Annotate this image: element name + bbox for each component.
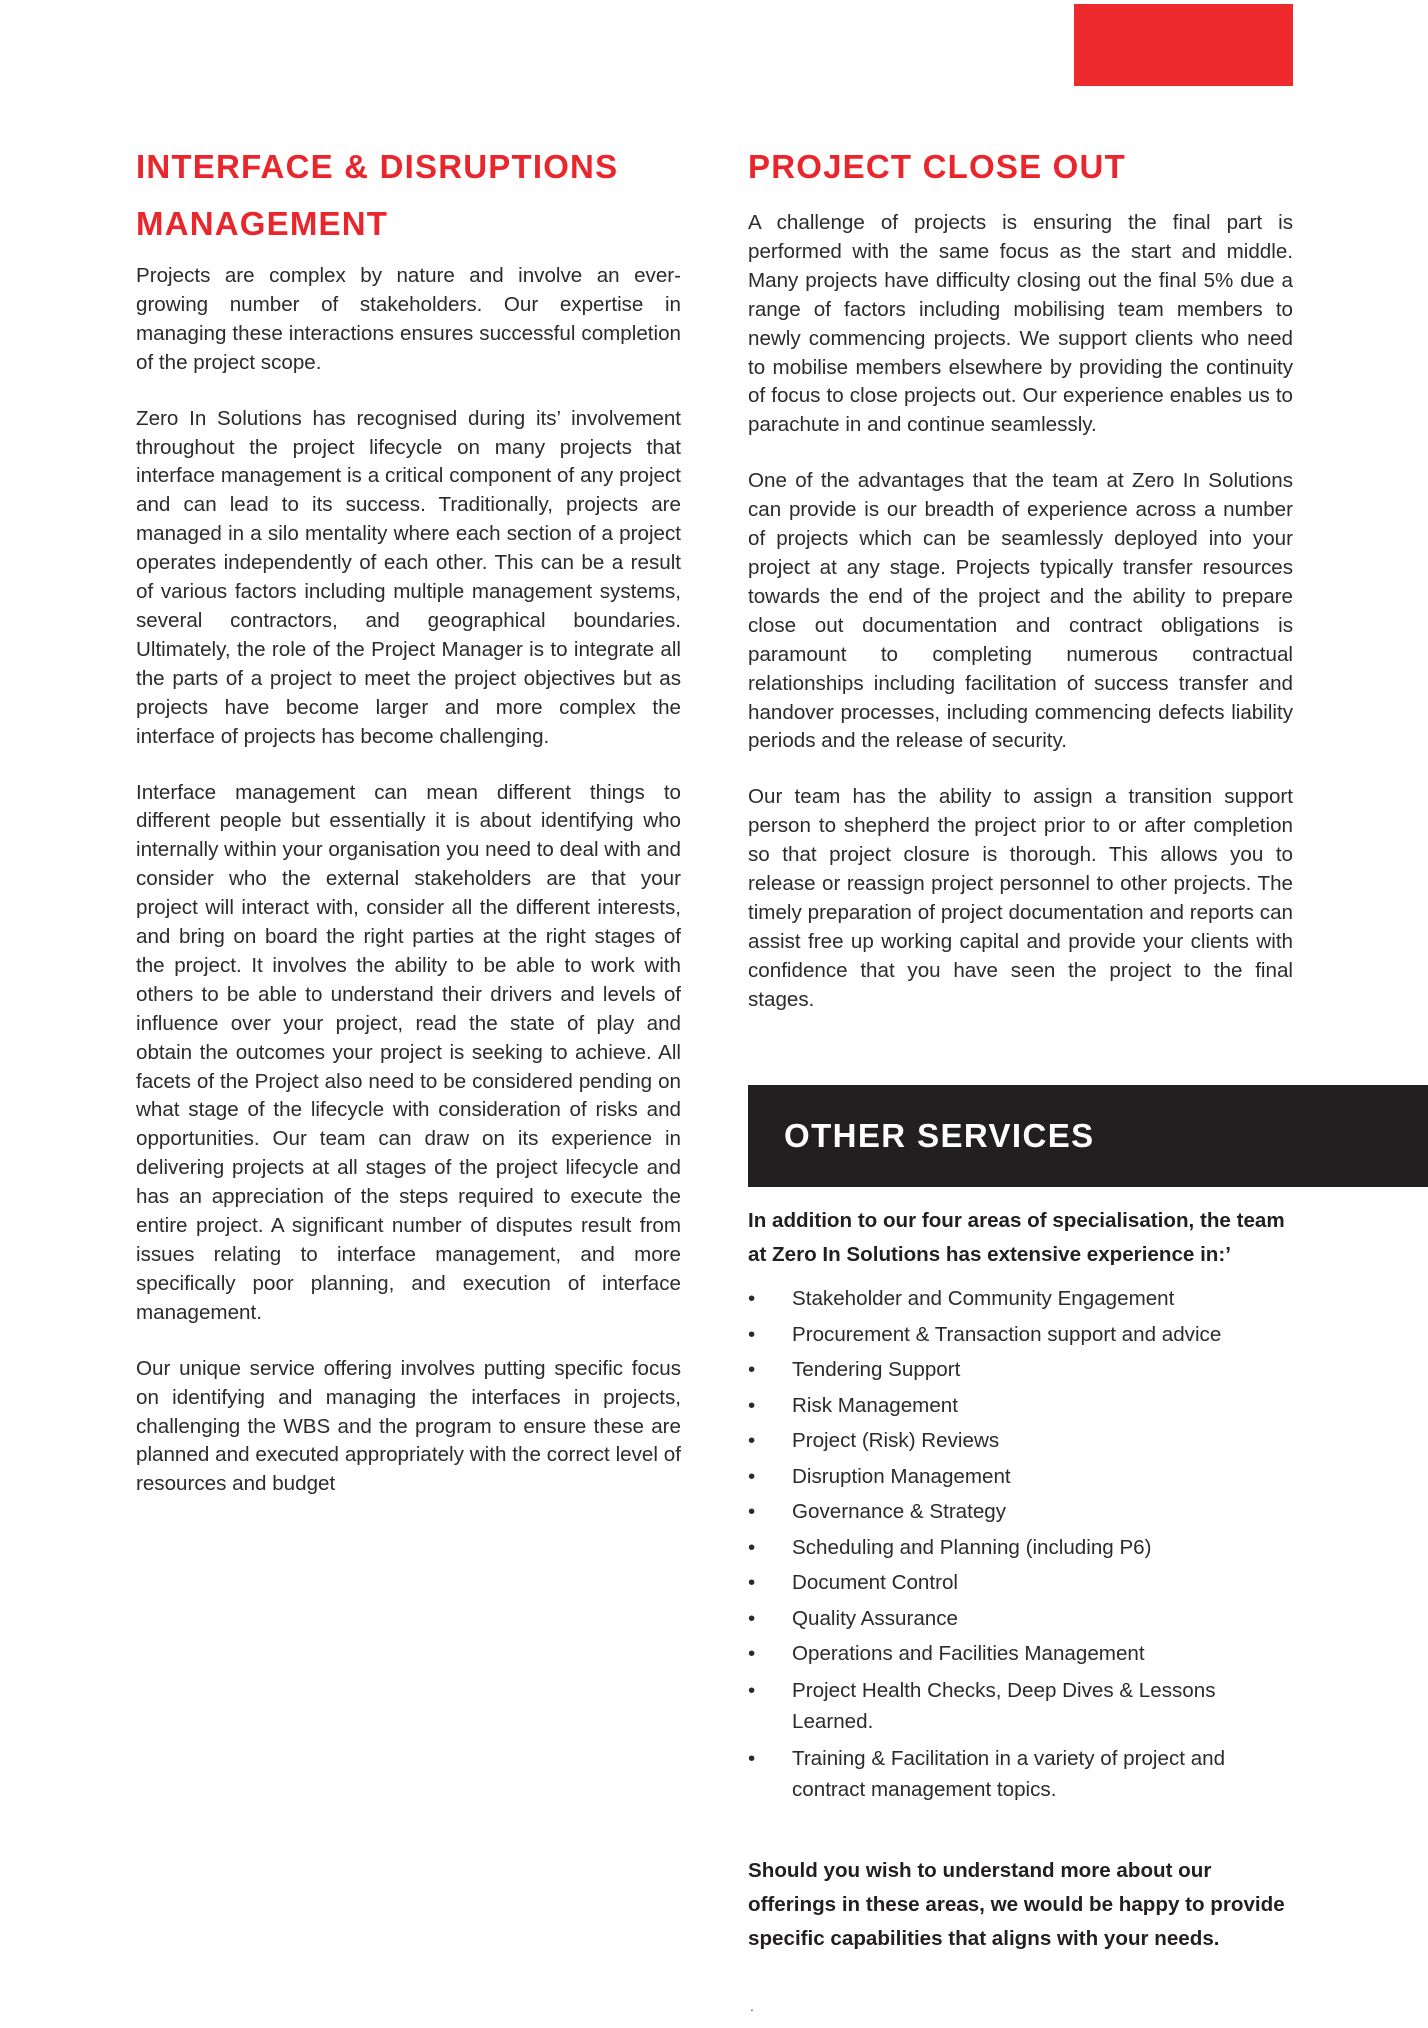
list-item [748, 1604, 1293, 1633]
interface-disruptions-section [136, 138, 681, 1499]
service-label: Document Control [792, 1571, 958, 1594]
list-item [748, 1497, 1293, 1526]
services-list [748, 1284, 1293, 1805]
title-line-2: MANAGEMENT [136, 205, 389, 242]
bullet-icon: • [748, 1535, 756, 1559]
red-corner-block [1074, 4, 1293, 86]
list-item [748, 1391, 1293, 1420]
closing-statement: Should you wish to understand more about our offerings in these areas, we would be happy to provide specific capabilities that aligns with your needs. [748, 1859, 1285, 1950]
bullet-icon: • [748, 1322, 756, 1346]
bullet-icon: • [748, 1747, 756, 1770]
list-item [748, 1355, 1293, 1384]
list-item [748, 1320, 1293, 1349]
bullet-icon: • [748, 1642, 756, 1665]
service-label: Procurement & Transaction support and advice [792, 1322, 1222, 1346]
service-label: Stakeholder and Community Engagement [792, 1287, 1175, 1310]
bullet-icon: • [748, 1464, 756, 1488]
paragraph: Zero In Solutions has recognised during its’ involvement throughout the project lifecycle on many projects that interface management is a critical component of any project and can lead to its success. Traditionally, projects are managed in a silo mentality where each section of a project operates independently of each other. This can be a result of various factors including multiple management systems, several contractors, and geographical boundaries. Ultimately, the role of the Project Manager is to integrate all the parts of a project to meet the project objectives but as projects have become larger and more complex the interface of projects has become challenging. [136, 406, 681, 748]
bullet-icon: • [748, 1358, 756, 1381]
project-close-out-section [748, 138, 1293, 1015]
list-item [748, 1675, 1293, 1737]
bullet-icon: • [748, 1606, 756, 1630]
paragraph: Our team has the ability to assign a transition support person to shepherd the project prior to or after completion so that project closure is thorough. This allows you to release or reassign project personnel to other projects. The timely preparation of project documentation and reports can assist free up working capital and provide your clients with confidence that you have seen the project to the final stages. [748, 785, 1293, 1011]
other-services-header-bar [748, 1085, 1428, 1187]
bullet-icon: • [748, 1287, 756, 1310]
service-label: Scheduling and Planning (including P6) [792, 1535, 1152, 1559]
list-item [748, 1743, 1293, 1805]
paragraph: Projects are complex by nature and involve an ever-growing number of stakeholders. Our expertise in managing these interactions ensures successful completion of the project scope. [136, 264, 681, 374]
list-item [748, 1284, 1293, 1313]
paragraph: Interface management can mean different things to different people but essentially it is about identifying who internally within your organisation you need to deal with and consider who the external stakeholders are that your project will interact with, consider all the different interests, and bring on board the right parties at the right stages of the project. It involves the ability to be able to work with others to be able to understand their drivers and levels of influence over your project, read the state of play and obtain the outcomes your project is seeking to achieve. All facets of the Project also need to be considered pending on what stage of the lifecycle with consideration of risks and opportunities. Our team can draw on its experience in delivering projects at all stages of the project lifecycle and has an appreciation of the steps required to execute the entire project. A significant number of disputes result from issues relating to interface management, and more specifically poor planning, and execution of interface management. [136, 780, 681, 1324]
bullet-icon: • [748, 1678, 756, 1702]
service-label: Project (Risk) Reviews [792, 1429, 1000, 1452]
list-item [748, 1533, 1293, 1562]
list-item [748, 1462, 1293, 1491]
bullet-icon: • [748, 1571, 756, 1594]
bullet-icon: • [748, 1500, 756, 1523]
title-line-1: INTERFACE & DISRUPTIONS [136, 148, 619, 185]
service-label: Operations and Facilities Management [792, 1642, 1145, 1665]
paragraph: A challenge of projects is ensuring the final part is performed with the same focus as the start and middle. Many projects have difficulty closing out the final 5% due a range of factors including mobilising team members to newly commencing projects. We support clients who need to mobilise members elsewhere by providing the continuity of focus to close projects out. Our experience enables us to parachute in and continue seamlessly. [748, 211, 1293, 437]
section-title-interface [136, 138, 681, 252]
list-item [748, 1639, 1293, 1668]
services-intro: In addition to our four areas of specialisation, the team at Zero In Solutions has extensive experience in:’ [748, 1209, 1285, 1266]
service-label: Tendering Support [792, 1358, 961, 1381]
section-title-close-out: PROJECT CLOSE OUT [748, 148, 1126, 185]
bullet-icon: • [748, 1393, 756, 1417]
bullet-icon: • [748, 1429, 756, 1452]
list-item [748, 1568, 1293, 1597]
other-services-section [748, 1204, 1293, 1812]
service-label: Governance & Strategy [792, 1500, 1007, 1523]
service-label: Disruption Management [792, 1464, 1011, 1488]
list-item [748, 1426, 1293, 1455]
service-label: Quality Assurance [792, 1606, 958, 1630]
service-label: Training & Facilitation in a variety of project and contract management topics. [792, 1747, 1226, 1801]
other-services-title: OTHER SERVICES [784, 1117, 1095, 1154]
service-label: Project Health Checks, Deep Dives & Lessons Learned. [792, 1678, 1216, 1733]
service-label: Risk Management [792, 1393, 958, 1417]
paragraph: Our unique service offering involves putting specific focus on identifying and managing the interfaces in projects, challenging the WBS and the program to ensure these are planned and executed appropriately with the correct level of resources and budget [136, 1356, 681, 1496]
paragraph: One of the advantages that the team at Zero In Solutions can provide is our breadth of experience across a number of projects which can be seamlessly deployed into your project at any stage. Projects typically transfer resources towards the end of the project and the ability to prepare close out documentation and contract obligations is paramount to completing numerous contractual relationships including facilitation of success transfer and handover processes, including commencing defects liability periods and the release of security. [748, 469, 1293, 753]
footer-mark: . [750, 1998, 754, 2014]
